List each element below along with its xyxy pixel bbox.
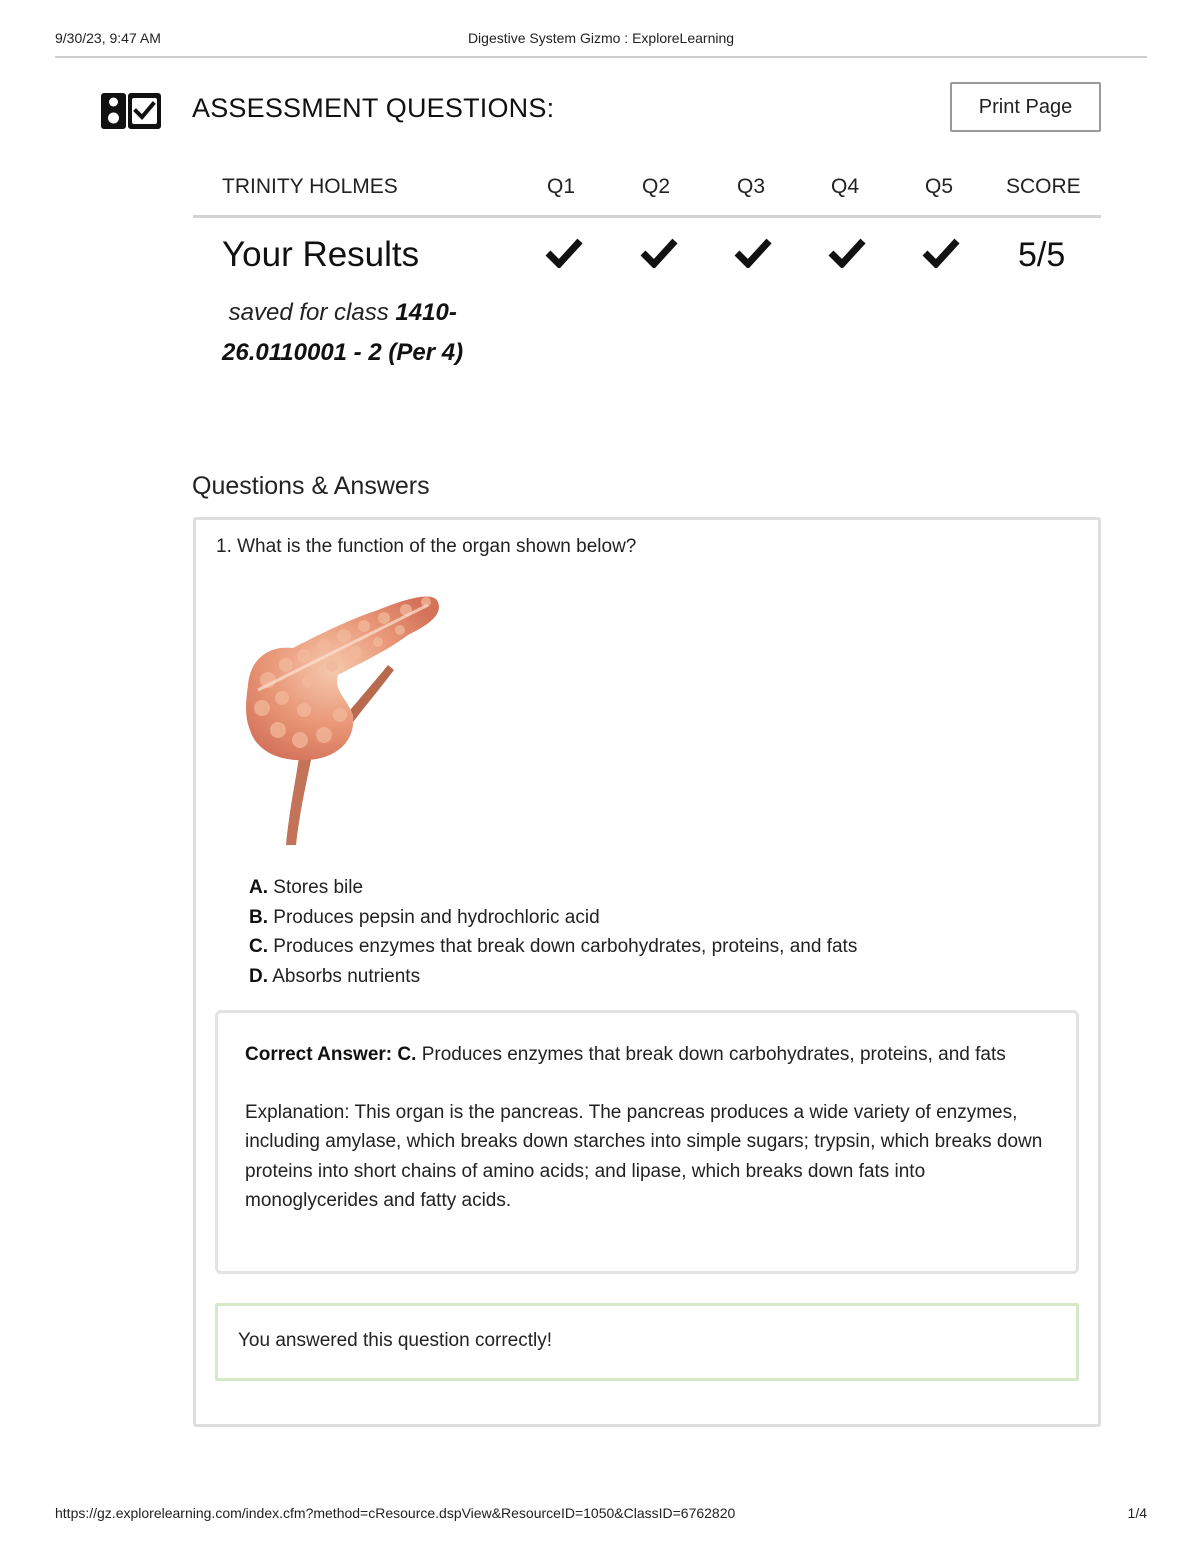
option-text: Produces pepsin and hydrochloric acid xyxy=(273,906,600,928)
print-page-button[interactable]: Print Page xyxy=(950,82,1101,132)
option-text: Absorbs nutrients xyxy=(272,965,421,987)
option-d xyxy=(249,962,857,992)
checkmark-icon xyxy=(734,236,772,268)
correct-answer-letter: C. xyxy=(397,1044,417,1065)
header-divider xyxy=(55,56,1147,58)
your-results-label: Your Results xyxy=(222,235,420,274)
print-header xyxy=(55,30,1147,50)
option-letter: D. xyxy=(249,965,268,987)
correct-answer-label: Correct Answer: xyxy=(245,1044,393,1065)
page-number: 1/4 xyxy=(1127,1505,1147,1521)
student-name: TRINITY HOLMES xyxy=(222,175,398,198)
option-letter: B. xyxy=(249,906,268,928)
option-letter: C. xyxy=(249,936,268,957)
checkmark-icon xyxy=(545,236,583,268)
correct-answer-content xyxy=(245,1040,1045,1216)
feedback-text: You answered this question correctly! xyxy=(238,1330,553,1351)
option-text: Produces enzymes that break down carbohydrates, proteins, and fats xyxy=(273,936,858,957)
footer-url: https://gz.explorelearning.com/index.cfm?method=cResource.dspView&ResourceID=1050&ClassID=6762820 xyxy=(55,1505,736,1521)
saved-for-prefix: saved for class xyxy=(228,299,389,326)
qa-heading: Questions & Answers xyxy=(192,472,430,500)
column-q5: Q5 xyxy=(925,175,954,198)
results-divider xyxy=(193,215,1101,218)
pancreas-illustration xyxy=(238,590,448,850)
explanation-text: Explanation: This organ is the pancreas. The pancreas produces a wide variety of enzymes, including amylase, which breaks down starches into simple sugars; trypsin, which breaks down proteins into short chains of amino acids; and lipase, which breaks down fats into monoglycerides and fatty acids. xyxy=(245,1101,1043,1211)
option-letter: A. xyxy=(249,877,268,898)
option-c xyxy=(249,932,857,962)
column-q1: Q1 xyxy=(547,175,576,198)
column-q4: Q4 xyxy=(831,175,860,198)
column-score: SCORE xyxy=(1006,175,1081,198)
column-q3: Q3 xyxy=(737,175,766,198)
assessment-title: ASSESSMENT QUESTIONS: xyxy=(192,93,555,123)
answer-options xyxy=(249,873,857,991)
question-text: 1. What is the function of the organ shown below? xyxy=(216,536,637,557)
correct-answer-text: Produces enzymes that break down carbohydrates, proteins, and fats xyxy=(421,1044,1006,1065)
option-b xyxy=(249,903,857,933)
print-page-title: Digestive System Gizmo : ExploreLearning xyxy=(467,30,735,46)
class-name: 1410-26.0110001 - 2 (Per 4) xyxy=(222,299,464,366)
assessment-checklist-icon xyxy=(101,93,161,129)
option-text: Stores bile xyxy=(273,877,364,898)
print-date: 9/30/23, 9:47 AM xyxy=(55,30,161,46)
column-q2: Q2 xyxy=(642,175,671,198)
option-a xyxy=(249,873,857,903)
correct-answer-line xyxy=(245,1040,1045,1070)
checkmark-icon xyxy=(640,236,678,268)
checkmark-icon xyxy=(922,236,960,268)
score-value: 5/5 xyxy=(1018,236,1066,274)
checkmark-icon xyxy=(828,236,866,268)
saved-for-class xyxy=(222,293,512,373)
